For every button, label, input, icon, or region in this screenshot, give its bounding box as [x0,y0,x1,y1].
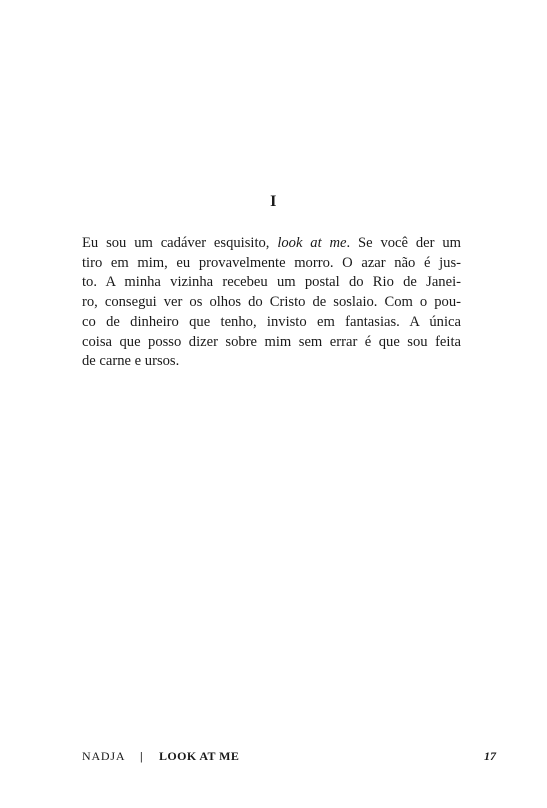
footer-author: NADJA [82,749,126,763]
text-line: de carne e ursos. [82,353,180,370]
footer-book-title: LOOK AT ME [159,749,240,763]
emphasized-text: look at me [277,235,347,251]
text-line [82,234,461,254]
text-line: co de dinheiro que tenho, invisto em fantasias. A única [82,313,461,330]
running-footer [82,749,496,765]
text-line: to. A minha vizinha recebeu um postal do Rio de Janei- [82,274,461,291]
body-paragraph [82,234,461,372]
text-line-end: . Se você der um [346,235,462,251]
footer-separator: | [140,749,143,763]
page-number: 17 [484,749,496,763]
chapter-number: I [270,193,277,210]
text-line-start: Eu sou um cadáver esquisito, [82,235,278,251]
text-line: tiro em mim, eu provavelmente morro. O azar não é jus- [82,254,461,271]
text-line: coisa que posso dizer sobre mim sem errar é que sou feita [82,333,461,350]
text-line: ro, consegui ver os olhos do Cristo de soslaio. Com o pou- [82,294,461,311]
